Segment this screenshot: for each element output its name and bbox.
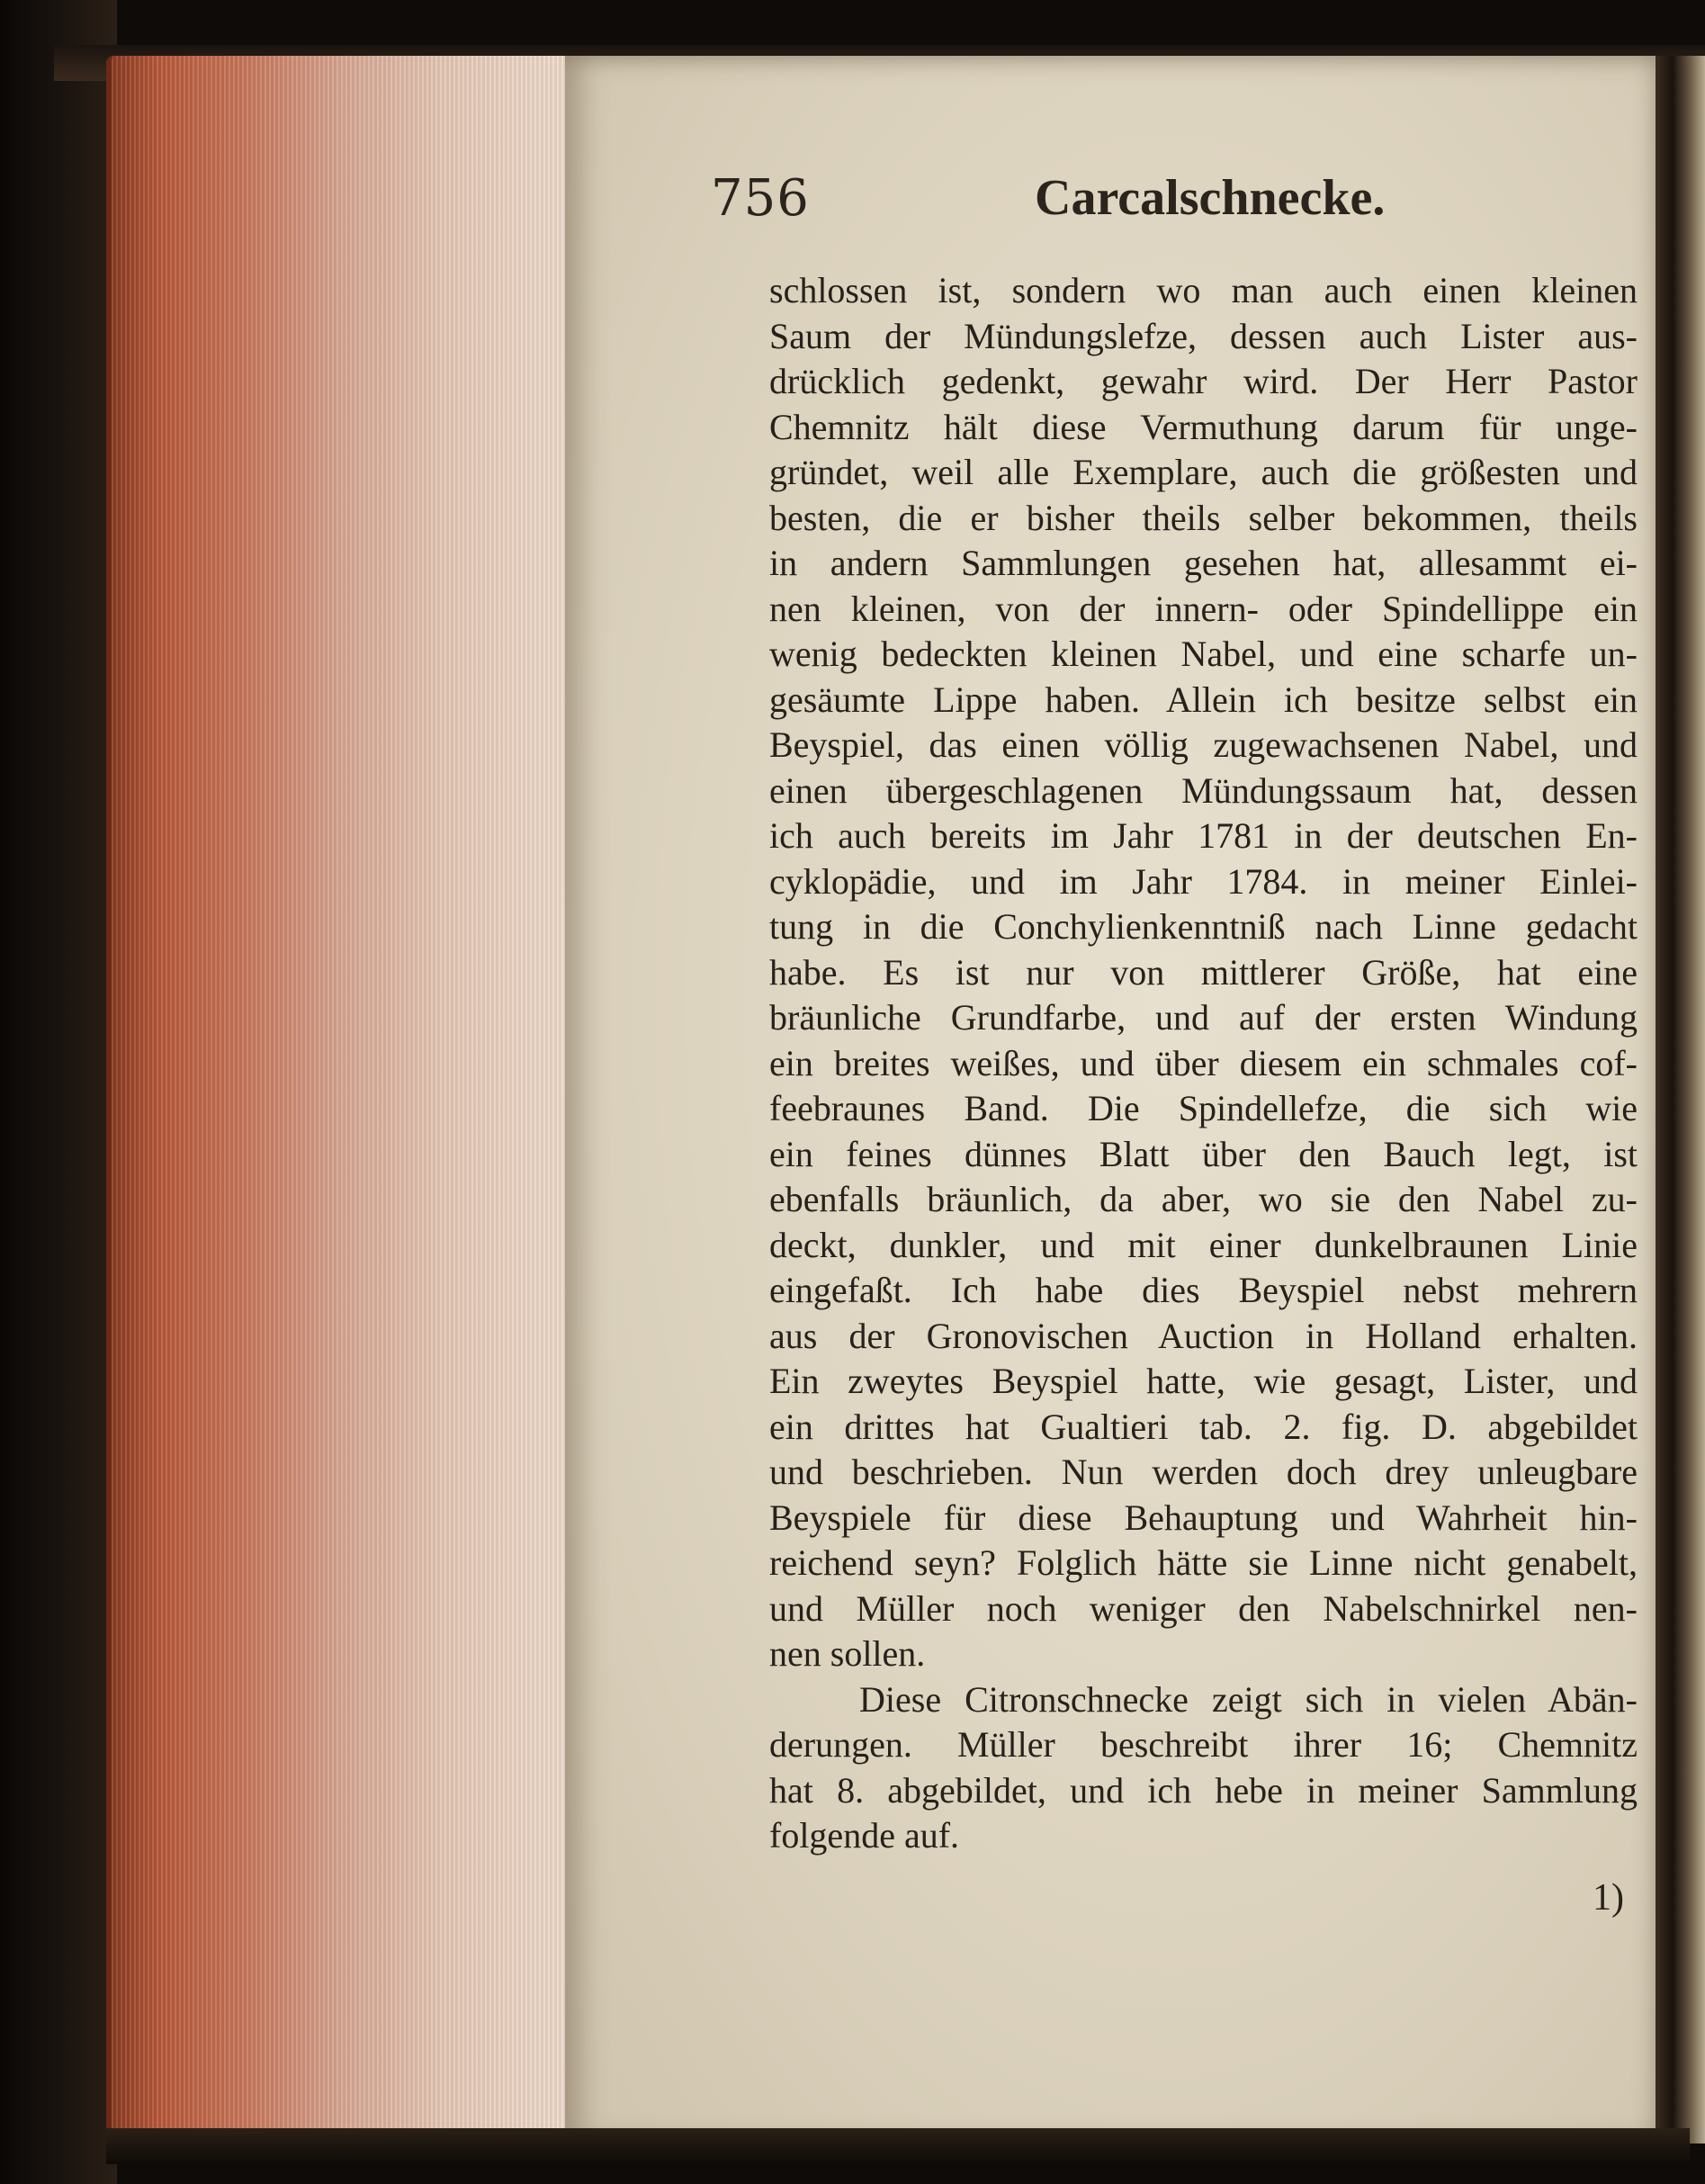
text-line: nen kleinen, von der innern- oder Spindellippe ein	[769, 588, 1638, 629]
page-number: 756	[711, 169, 810, 228]
text-line: ich auch bereits im Jahr 1781 in der deutschen En-	[769, 815, 1638, 856]
text-line: Chemnitz hält diese Vermuthung darum für unge-	[769, 406, 1638, 447]
text-line: wenig bedeckten kleinen Nabel, und eine scharfe un-	[769, 634, 1638, 674]
text-line: schlossen ist, sondern wo man auch einen kleinen	[769, 270, 1638, 310]
text-line: Diese Citronschnecke zeigt sich in vielen Abän-	[859, 1678, 1638, 1720]
text-line: in andern Sammlungen gesehen hat, allesammt ei-	[769, 543, 1638, 583]
text-line: aus der Gronovischen Auction in Holland erhalten.	[769, 1315, 1638, 1356]
book-cover-left	[0, 0, 117, 2184]
text-line: Ein zweytes Beyspiel hatte, wie gesagt, Lister, und	[769, 1361, 1638, 1401]
page-header	[711, 169, 1611, 241]
text-line: feebraunes Band. Die Spindellefze, die sich wie	[769, 1088, 1638, 1128]
text-line: deckt, dunkler, und mit einer dunkelbraunen Linie	[769, 1224, 1638, 1265]
text-line: ein drittes hat Gualtieri tab. 2. fig. D. abgebildet	[769, 1406, 1638, 1447]
text-line: und Müller noch weniger den Nabelschnirkel nen-	[769, 1587, 1638, 1629]
text-line: hat 8. abgebildet, und ich hebe in meiner Sammlung	[769, 1769, 1638, 1811]
text-line: bräunliche Grundfarbe, und auf der ersten Windung	[769, 997, 1638, 1038]
text-line: ein feines dünnes Blatt über den Bauch legt, ist	[769, 1133, 1638, 1174]
book-cover-bottom	[106, 2128, 1690, 2164]
text-line: Saum der Mündungslefze, dessen auch Lister aus-	[769, 315, 1638, 356]
text-line: derungen. Müller beschreibt ihrer 16; Chemnitz	[769, 1724, 1638, 1765]
text-line: und beschrieben. Nun werden doch drey unleugbare	[769, 1452, 1638, 1492]
text-line: Beyspiel, das einen völlig zugewachsenen Nabel, und	[769, 724, 1638, 765]
page-gutter	[1656, 56, 1705, 2144]
text-line: gesäumte Lippe haben. Allein ich besitze selbst ein	[769, 679, 1638, 720]
text-line: folgende auf.	[769, 1815, 960, 1856]
text-line: Beyspiele für diese Behauptung und Wahrheit hin-	[769, 1496, 1638, 1538]
text-line: drücklich gedenkt, gewahr wird. Der Herr Pastor	[769, 361, 1638, 401]
text-line: reichend seyn? Folglich hätte sie Linne nicht genabelt,	[769, 1542, 1638, 1583]
text-line: habe. Es ist nur von mittlerer Größe, hat eine	[769, 951, 1638, 993]
text-line: besten, die er bisher theils selber bekommen, theils	[769, 497, 1638, 538]
text-line: tung in die Conchylienkenntniß nach Linne gedacht	[769, 906, 1638, 947]
text-line: nen sollen.	[769, 1633, 926, 1674]
body-text	[769, 268, 1638, 1859]
running-title: Carcalschnecke.	[1035, 170, 1386, 226]
text-line: ebenfalls bräunlich, da aber, wo sie den Nabel zu-	[769, 1179, 1638, 1219]
text-line: cyklopädie, und im Jahr 1784. in meiner Einlei-	[769, 860, 1638, 902]
page-edges	[106, 56, 579, 2139]
text-line: einen übergeschlagenen Mündungssaum hat, dessen	[769, 769, 1638, 811]
text-line: gründet, weil alle Exemplare, auch die größesten und	[769, 452, 1638, 492]
text-line: ein breites weißes, und über diesem ein schmales cof-	[769, 1042, 1638, 1083]
catchword: 1)	[1593, 1877, 1624, 1919]
text-line: eingefaßt. Ich habe dies Beyspiel nebst mehrern	[769, 1270, 1638, 1310]
